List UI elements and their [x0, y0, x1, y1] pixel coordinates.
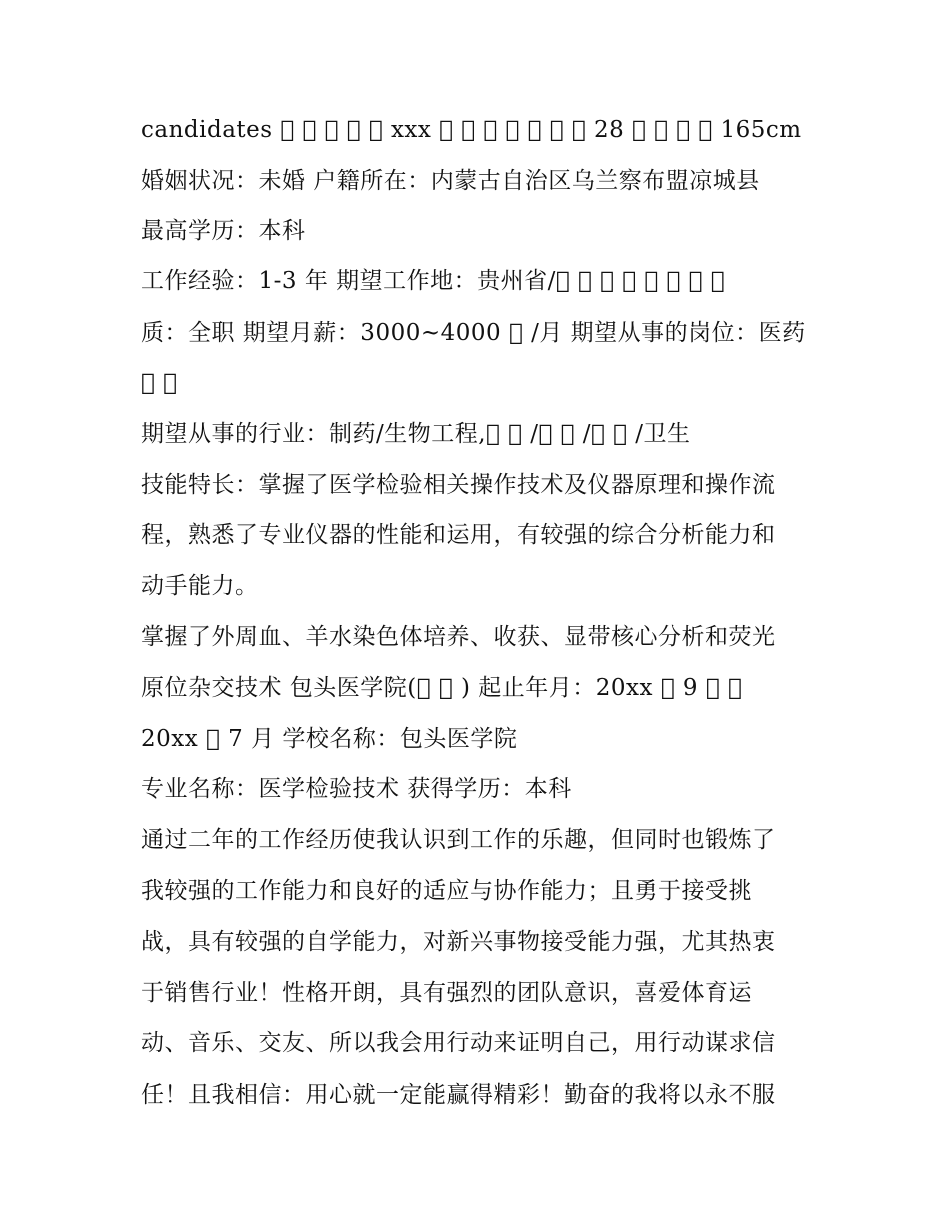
- text-line:    : [141, 370, 178, 396]
- text-line: 专业名称：医学检验技术 获得学历：本科: [141, 776, 572, 802]
- text-line: 期望从事的行业：制药/生物工程,    /    /    /卫生: [141, 421, 691, 447]
- text-line: 程，熟悉了专业仪器的性能和运用，有较强的综合分析能力和: [141, 522, 776, 548]
- text-line: 我较强的工作能力和良好的适应与协作能力；且勇于接受挑: [141, 878, 752, 904]
- text-line: 动手能力。: [141, 573, 259, 599]
- text-line: candidates           xxx               28         165cm: [141, 117, 802, 143]
- text-line: 战，具有较强的自学能力，对新兴事物接受能力强，尤其热衷: [141, 929, 776, 955]
- text-line: 技能特长：掌握了医学检验相关操作技术及仪器原理和操作流: [141, 472, 776, 498]
- text-line: 任！且我相信：用心就一定能赢得精彩！勤奋的我将以永不服: [141, 1082, 776, 1108]
- text-line: 最高学历：本科: [141, 218, 306, 244]
- text-line: 掌握了外周血、羊水染色体培养、收获、显带核心分析和荧光: [141, 624, 776, 650]
- text-line: 质：全职 期望月薪：3000~4000   /月 期望从事的岗位：医药: [141, 320, 806, 346]
- text-line: 通过二年的工作经历使我认识到工作的乐趣，但同时也锻炼了: [141, 827, 776, 853]
- text-line: 婚姻状况：未婚 户籍所在：内蒙古自治区乌兰察布盟凉城县: [141, 168, 760, 194]
- text-line: 动、音乐、交友、所以我会用行动来证明自己，用行动谋求信: [141, 1030, 776, 1056]
- text-line: 原位杂交技术 包头医学院(    ) 起止年月：20xx   9    : [141, 675, 743, 701]
- text-line: 工作经验：1-3 年 期望工作地：贵州省/               : [141, 268, 726, 294]
- text-line: 于销售行业！性格开朗，具有强烈的团队意识，喜爱体育运: [141, 980, 752, 1006]
- text-line: 20xx   7 月 学校名称：包头医学院: [141, 726, 518, 752]
